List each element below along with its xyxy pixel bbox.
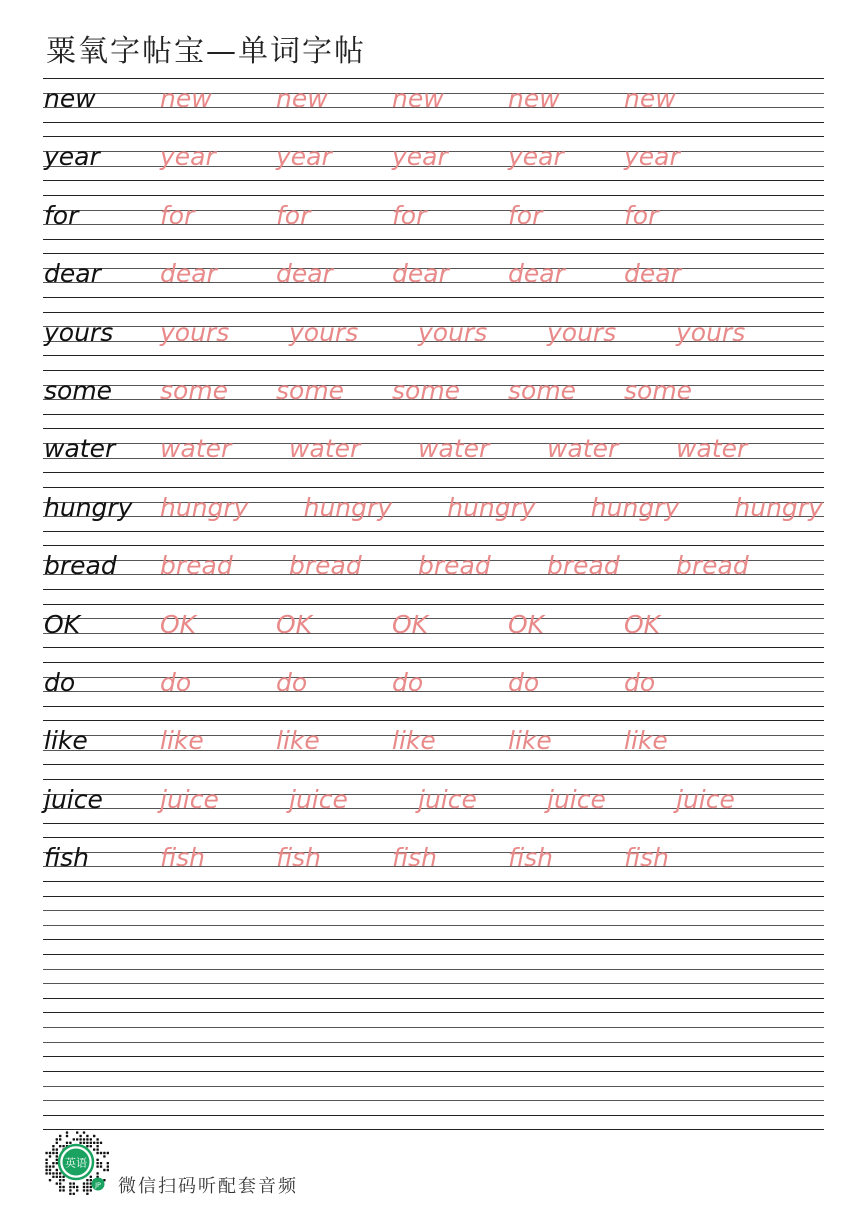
ruling-line xyxy=(43,136,824,137)
trace-word[interactable]: fish xyxy=(508,843,554,873)
model-word: for xyxy=(44,200,79,230)
model-word: do xyxy=(44,668,76,697)
trace-word[interactable]: new xyxy=(392,84,444,113)
trace-word[interactable]: water xyxy=(418,434,490,464)
ruling-line xyxy=(43,998,824,999)
ruling-line xyxy=(43,823,824,824)
trace-word[interactable]: for xyxy=(276,200,311,230)
trace-word[interactable]: water xyxy=(160,434,232,464)
model-word: juice xyxy=(44,784,103,814)
ruling-line xyxy=(43,720,824,721)
model-word: yours xyxy=(44,317,114,347)
trace-word[interactable]: do xyxy=(624,668,656,697)
trace-word[interactable]: juice xyxy=(160,784,219,814)
trace-word[interactable]: for xyxy=(392,200,427,230)
model-word: bread xyxy=(44,551,117,581)
trace-word[interactable]: OK xyxy=(160,609,197,639)
trace-word[interactable]: like xyxy=(160,726,204,756)
trace-word[interactable]: like xyxy=(508,726,552,756)
trace-word[interactable]: for xyxy=(508,200,543,230)
trace-word[interactable]: hungry xyxy=(590,492,680,522)
trace-word[interactable]: hungry xyxy=(447,492,536,522)
model-word: like xyxy=(44,726,88,756)
trace-word[interactable]: dear xyxy=(392,259,449,289)
ruling-line xyxy=(43,647,824,648)
trace-word[interactable]: fish xyxy=(392,843,438,873)
ruling-line xyxy=(43,1056,824,1057)
ruling-line xyxy=(43,1100,824,1101)
model-word: new xyxy=(44,84,96,113)
trace-word[interactable]: OK xyxy=(624,609,661,639)
trace-word[interactable]: for xyxy=(624,200,659,230)
model-word: fish xyxy=(44,843,90,873)
ruling-line xyxy=(43,545,824,546)
trace-word[interactable]: year xyxy=(276,142,332,172)
trace-word[interactable]: new xyxy=(160,84,212,113)
model-word: some xyxy=(44,376,113,405)
trace-word[interactable]: some xyxy=(624,376,693,405)
trace-word[interactable]: hungry xyxy=(303,492,393,522)
model-word: year xyxy=(44,142,100,172)
ruling-line xyxy=(43,881,824,882)
trace-word[interactable]: bread xyxy=(418,551,491,581)
footer xyxy=(40,1126,340,1200)
trace-word[interactable]: do xyxy=(508,668,540,697)
trace-word[interactable]: new xyxy=(276,84,328,113)
ruling-line xyxy=(43,764,824,765)
ruling-line xyxy=(43,1115,824,1116)
trace-word[interactable]: hungry xyxy=(734,492,823,522)
trace-word[interactable]: new xyxy=(624,84,676,113)
trace-word[interactable]: bread xyxy=(289,551,362,581)
trace-word[interactable]: do xyxy=(392,668,424,697)
trace-word[interactable]: fish xyxy=(276,843,322,873)
model-word: dear xyxy=(44,259,101,289)
trace-word[interactable]: yours xyxy=(289,317,359,347)
ruling-line xyxy=(43,706,824,707)
ruling-line xyxy=(43,297,824,298)
ruling-line xyxy=(43,925,824,926)
trace-word[interactable]: year xyxy=(392,142,448,172)
ruling-line xyxy=(43,253,824,254)
trace-word[interactable]: bread xyxy=(676,551,749,581)
qr-badge-small: JP xyxy=(95,1181,101,1189)
ruling-line xyxy=(43,78,824,79)
model-word: hungry xyxy=(44,492,133,522)
trace-word[interactable]: like xyxy=(276,726,320,756)
trace-word[interactable]: yours xyxy=(676,317,746,347)
trace-word[interactable]: year xyxy=(160,142,216,172)
ruling-line xyxy=(43,662,824,663)
trace-word[interactable]: dear xyxy=(276,259,333,289)
page-title: 粟氧字帖宝—单词字帖 xyxy=(46,34,366,69)
trace-word[interactable]: fish xyxy=(624,843,670,873)
trace-word[interactable]: juice xyxy=(547,784,606,814)
trace-word[interactable]: do xyxy=(160,668,192,697)
trace-word[interactable]: OK xyxy=(392,609,429,639)
model-word: water xyxy=(44,434,116,464)
qr-badge-label: 英语 xyxy=(65,1156,87,1170)
trace-word[interactable]: some xyxy=(508,376,577,405)
trace-word[interactable]: juice xyxy=(676,784,735,814)
ruling-line xyxy=(43,604,824,605)
trace-word[interactable]: bread xyxy=(547,551,620,581)
ruling-line xyxy=(43,531,824,532)
ruling-line xyxy=(43,896,824,897)
ruling-line xyxy=(43,472,824,473)
trace-word[interactable]: OK xyxy=(276,609,313,639)
trace-word[interactable]: like xyxy=(392,726,436,756)
ruling-line xyxy=(43,1027,824,1028)
ruling-line xyxy=(43,1042,824,1043)
ruling-line xyxy=(43,910,824,911)
trace-word[interactable]: year xyxy=(624,142,680,172)
ruling-line xyxy=(43,428,824,429)
ruling-line xyxy=(43,779,824,780)
trace-word[interactable]: yours xyxy=(418,317,488,347)
trace-word[interactable]: like xyxy=(624,726,668,756)
trace-word[interactable]: some xyxy=(160,376,229,405)
trace-word[interactable]: year xyxy=(508,142,564,172)
trace-word[interactable]: dear xyxy=(160,259,217,289)
trace-word[interactable]: dear xyxy=(508,259,565,289)
ruling-line xyxy=(43,370,824,371)
trace-word[interactable]: hungry xyxy=(160,492,249,522)
ruling-line xyxy=(43,180,824,181)
ruling-line xyxy=(43,954,824,955)
trace-word[interactable]: water xyxy=(676,434,748,464)
ruling-line xyxy=(43,239,824,240)
trace-word[interactable]: for xyxy=(160,200,195,230)
ruling-line xyxy=(43,983,824,984)
trace-word[interactable]: water xyxy=(547,434,619,464)
ruling-line xyxy=(43,837,824,838)
trace-word[interactable]: bread xyxy=(160,551,233,581)
trace-word[interactable]: yours xyxy=(547,317,617,347)
trace-word[interactable]: dear xyxy=(624,259,681,289)
ruling-line xyxy=(43,1071,824,1072)
trace-word[interactable]: yours xyxy=(160,317,230,347)
trace-word[interactable]: juice xyxy=(418,784,477,814)
ruling-line xyxy=(43,414,824,415)
ruling-line xyxy=(43,589,824,590)
ruling-line xyxy=(43,487,824,488)
trace-word[interactable]: some xyxy=(276,376,345,405)
trace-word[interactable]: fish xyxy=(160,843,206,873)
ruling-line xyxy=(43,122,824,123)
trace-word[interactable]: new xyxy=(508,84,560,113)
ruling-line xyxy=(43,355,824,356)
trace-word[interactable]: OK xyxy=(508,609,545,639)
ruling-line xyxy=(43,1086,824,1087)
ruling-line xyxy=(43,195,824,196)
trace-word[interactable]: do xyxy=(276,668,308,697)
trace-word[interactable]: water xyxy=(289,434,361,464)
trace-word[interactable]: juice xyxy=(289,784,348,814)
model-word: OK xyxy=(44,609,81,639)
trace-word[interactable]: some xyxy=(392,376,461,405)
ruling-line xyxy=(43,312,824,313)
ruling-line xyxy=(43,939,824,940)
ruling-line xyxy=(43,1012,824,1013)
footer-text: 微信扫码听配套音频 xyxy=(118,1176,298,1197)
qr-code-icon[interactable] xyxy=(40,1126,112,1198)
ruling-line xyxy=(43,969,824,970)
